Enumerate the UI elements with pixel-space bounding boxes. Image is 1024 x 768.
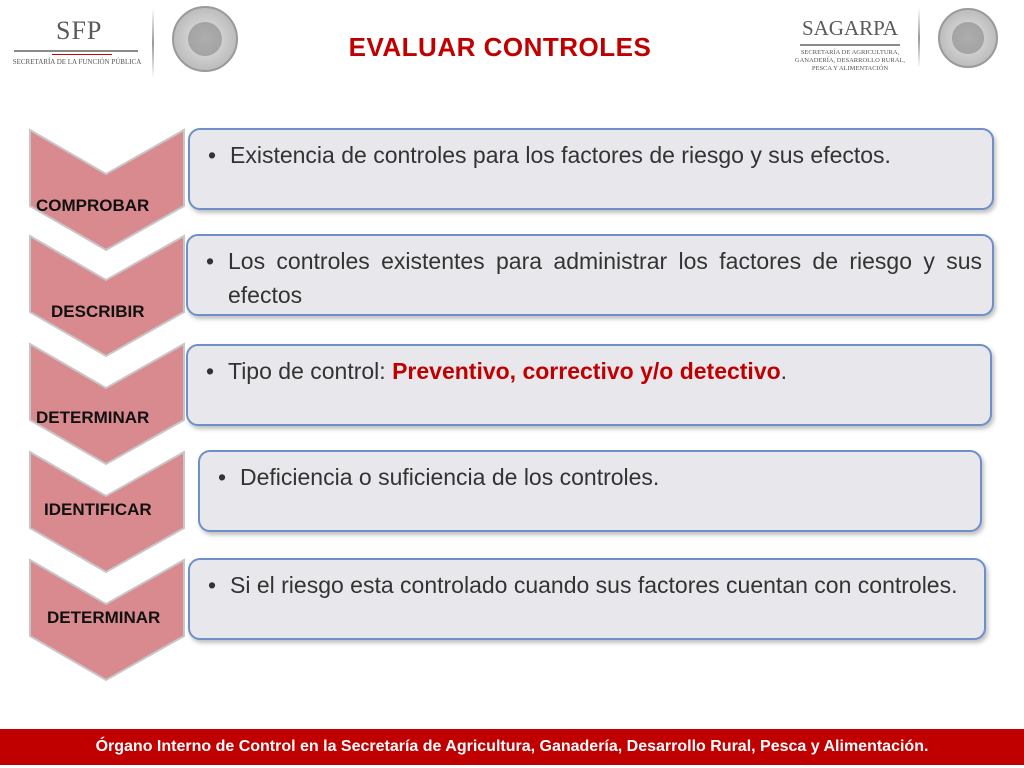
bullet-icon: • bbox=[206, 248, 215, 274]
step-label: DETERMINAR bbox=[36, 408, 150, 427]
step-description: Deficiencia o suficiencia de los controles. bbox=[240, 464, 660, 490]
step-description: Existencia de controles para los factores de riesgo y sus efectos. bbox=[230, 142, 891, 168]
step-description: Si el riesgo esta controlado cuando sus factores cuentan con controles. bbox=[230, 572, 958, 598]
header-divider-right bbox=[918, 8, 920, 68]
sagarpa-logo-subtitle: SECRETARÍA DE AGRICULTURA, GANADERÍA, DESARROLLO RURAL, PESCA Y ALIMENTACIÓN bbox=[794, 49, 906, 72]
step-description-box bbox=[186, 234, 994, 316]
step-description: Los controles existentes para administrar los factores de riesgo y sus efectos bbox=[228, 248, 982, 308]
step-label: DESCRIBIR bbox=[51, 302, 145, 321]
step-description-box bbox=[198, 450, 982, 532]
control-type-prefix: Tipo de control: bbox=[228, 358, 393, 384]
step-label: DETERMINAR bbox=[47, 608, 161, 627]
sagarpa-logo-rule bbox=[800, 44, 900, 46]
step-label: IDENTIFICAR bbox=[44, 500, 152, 519]
step-chevron bbox=[28, 342, 186, 452]
step-description-box bbox=[188, 128, 994, 210]
bullet-icon: • bbox=[208, 572, 217, 598]
sagarpa-logo bbox=[788, 16, 912, 80]
step-description-box bbox=[186, 344, 992, 426]
step-chevron bbox=[28, 558, 186, 668]
sagarpa-logo-name: SAGARPA bbox=[801, 16, 899, 40]
bullet-icon: • bbox=[218, 464, 227, 490]
bullet-icon: • bbox=[206, 358, 215, 384]
step-label: COMPROBAR bbox=[36, 196, 150, 215]
control-type-highlight: Preventivo, correctivo y/o detectivo bbox=[392, 358, 781, 384]
step-chevron bbox=[28, 234, 186, 344]
step-description bbox=[206, 354, 980, 388]
step-chevron bbox=[28, 128, 186, 238]
control-type-suffix: . bbox=[780, 358, 788, 384]
sfp-logo bbox=[12, 16, 142, 78]
sfp-logo-name: SFP bbox=[56, 16, 103, 45]
footer-banner: Órgano Interno de Control en la Secretaría de Agricultura, Ganadería, Desarrollo Rural, Pesca y Alimentación. bbox=[0, 729, 1024, 765]
header-divider-left bbox=[152, 8, 154, 78]
bullet-icon: • bbox=[208, 142, 217, 168]
step-chevron bbox=[28, 450, 186, 560]
sfp-logo-subtitle: SECRETARÍA DE LA FUNCIÓN PÚBLICA bbox=[12, 58, 142, 66]
page-title: EVALUAR CONTROLES bbox=[348, 32, 652, 62]
step-description-box bbox=[188, 558, 986, 640]
sfp-logo-accent-rule bbox=[52, 54, 112, 55]
sfp-logo-rule bbox=[14, 50, 138, 52]
coat-of-arms-seal-icon bbox=[172, 6, 238, 72]
coat-of-arms-seal-icon-right bbox=[938, 8, 998, 68]
